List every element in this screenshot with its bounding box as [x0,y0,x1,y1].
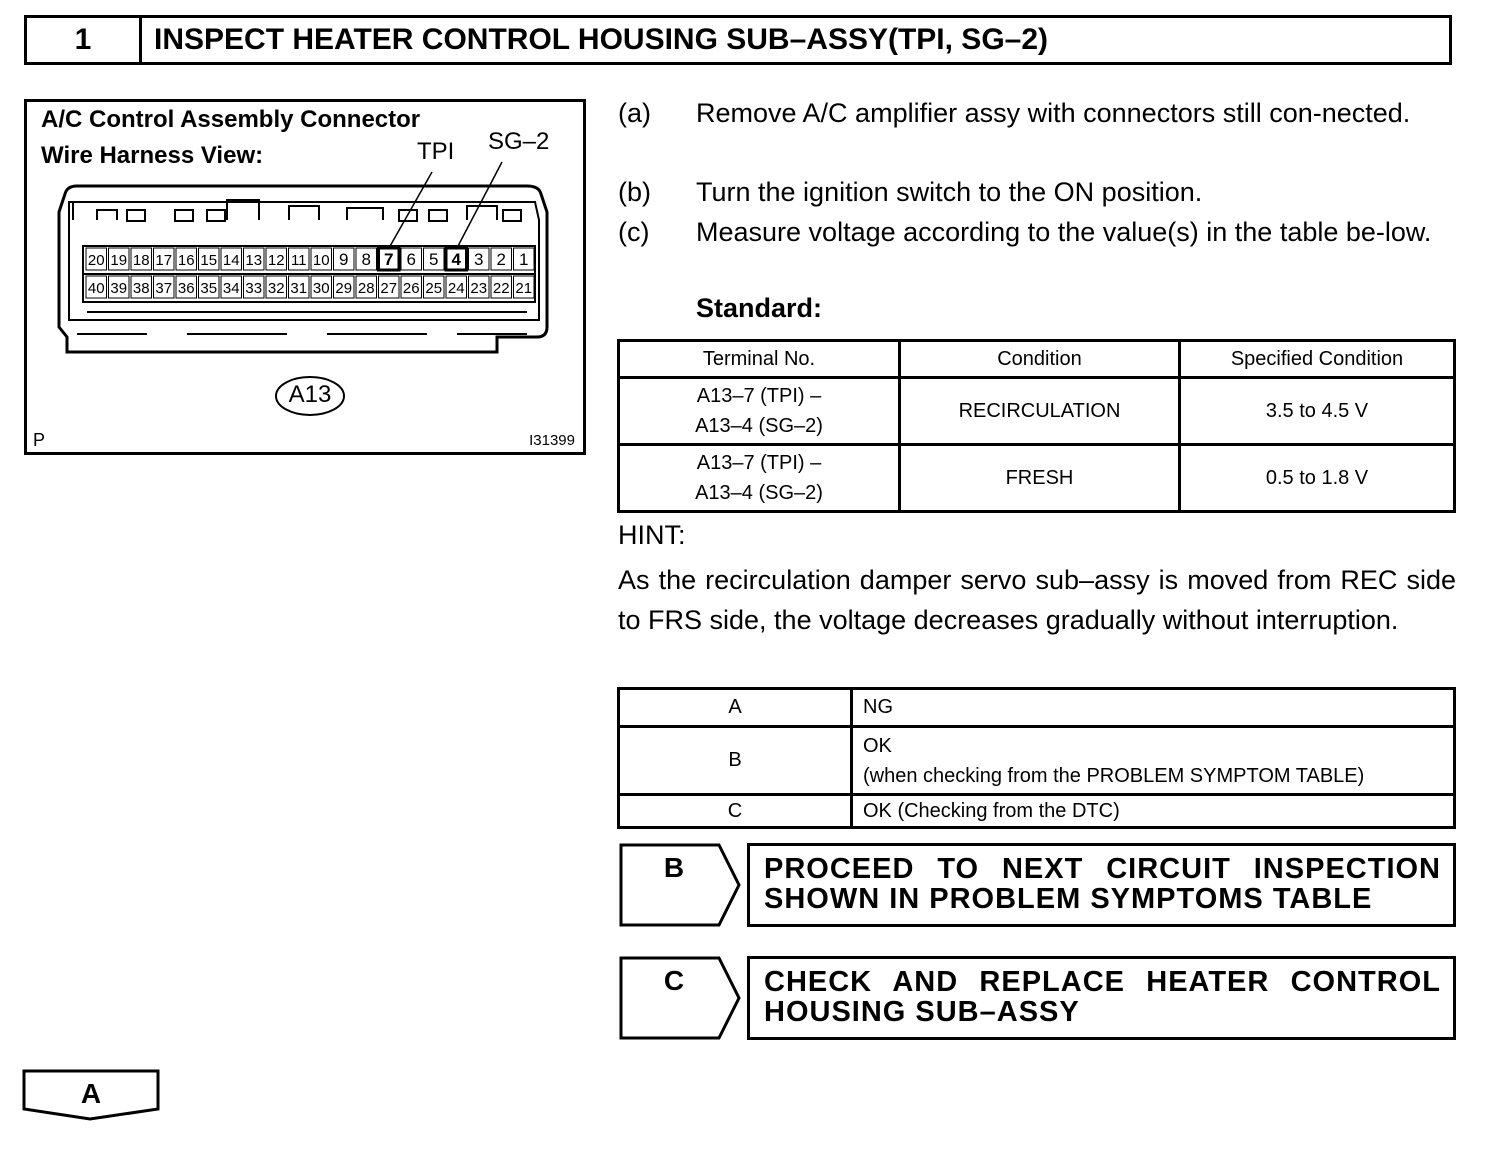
tpi-label: TPI [417,138,455,165]
pin-37: 37 [155,280,173,297]
terminal-line2: A13–4 (SG–2) [695,415,823,437]
pin-26: 26 [402,280,420,297]
pin-17: 17 [155,252,173,269]
sg2-label: SG–2 [488,128,550,155]
step-number: 1 [27,18,142,62]
pin-31: 31 [290,280,308,297]
pin-24: 24 [447,280,465,297]
specified-cell: 3.5 to 4.5 V [1180,378,1455,445]
pin-13: 13 [245,252,263,269]
action-c-code: C [663,965,685,996]
standard-table [617,339,1456,513]
terminal-cell [619,378,900,445]
pin-23: 23 [470,280,488,297]
step-text: Turn the ignition switch to the ON position. [696,177,1203,207]
pin-15: 15 [200,252,218,269]
pin-1: 1 [519,250,529,269]
table-row [619,689,1455,727]
terminal-line2: A13–4 (SG–2) [695,482,823,504]
pin-40: 40 [87,280,105,297]
pin-29: 29 [335,280,353,297]
table-header-row [619,341,1455,378]
pin-28: 28 [357,280,375,297]
pin-row-top [86,248,534,270]
pin-6: 6 [406,250,416,269]
action-c-line2: HOUSING SUB–ASSY [764,996,1080,1028]
pin-4: 4 [451,250,461,269]
result-code: C [619,795,852,828]
hint-label: HINT: [618,520,686,550]
step-letter: (a) [618,98,651,128]
pin-35: 35 [200,280,218,297]
connector-figure [24,99,586,455]
step-title: INSPECT HEATER CONTROL HOUSING SUB–ASSY(TPI, SG–2) [154,23,1049,56]
action-b-code: B [663,852,685,883]
pin-22: 22 [492,280,510,297]
pin-38: 38 [132,280,150,297]
pin-7: 7 [384,250,394,269]
connector-id: A13 [288,381,332,408]
pin-34: 34 [222,280,240,297]
pin-8: 8 [361,250,371,269]
step-text: Remove A/C amplifier assy with connectors still con-nected. [696,98,1411,128]
step-text: Measure voltage according to the value(s) in the table be-low. [696,217,1432,247]
pin-3: 3 [474,250,484,269]
result-code: B [619,727,852,795]
figure-corner-left: P [33,430,46,450]
result-desc-line1: OK [863,734,892,757]
pin-row-bottom [86,276,534,298]
standard-label: Standard: [696,293,823,323]
pin-5: 5 [429,250,439,269]
pin-20: 20 [87,252,105,269]
tpi-leader-line [389,172,432,248]
result-desc: OK (Checking from the DTC) [852,795,1455,828]
terminal-line1: A13–7 (TPI) – [696,385,822,407]
condition-cell: RECIRCULATION [900,378,1180,445]
pin-11: 11 [290,252,307,269]
result-desc [852,727,1455,795]
table-row [619,727,1455,795]
pin-39: 39 [110,280,128,297]
table-row [619,795,1455,828]
terminal-line1: A13–7 (TPI) – [696,452,822,474]
figure-corner-right: I31399 [529,432,575,449]
pin-33: 33 [245,280,263,297]
action-b-box [747,843,1456,927]
action-b-line2: SHOWN IN PROBLEM SYMPTOMS TABLE [764,883,1373,915]
result-table [617,687,1456,829]
pin-32: 32 [267,280,285,297]
specified-cell: 0.5 to 1.8 V [1180,445,1455,512]
result-code: A [619,689,852,727]
header-terminal: Terminal No. [619,341,900,378]
step-letter: (b) [618,177,651,207]
table-row [619,445,1455,512]
table-row [619,378,1455,445]
pin-19: 19 [110,252,128,269]
terminal-cell [619,445,900,512]
pin-36: 36 [177,280,195,297]
step-letter: (c) [618,217,650,247]
condition-cell: FRESH [900,445,1180,512]
header-condition: Condition [900,341,1180,378]
figure-title-line1: A/C Control Assembly Connector [41,106,421,133]
pin-14: 14 [222,252,240,269]
action-b-line1: PROCEED TO NEXT CIRCUIT INSPECTION [764,853,1441,885]
pin-30: 30 [312,280,330,297]
pin-12: 12 [267,252,285,269]
pin-18: 18 [132,252,150,269]
hint-text: As the recirculation damper servo sub–assy is moved from REC side to FRS side, the voltage decreases gradually without interruption. [618,565,1456,635]
next-step-label: A [80,1078,102,1109]
result-desc-line2: (when checking from the PROBLEM SYMPTOM TABLE) [863,764,1365,787]
pin-10: 10 [312,252,330,269]
pin-16: 16 [177,252,195,269]
header-specified: Specified Condition [1180,341,1455,378]
figure-title-line2: Wire Harness View: [41,142,264,169]
result-desc: NG [852,689,1455,727]
action-c-box [747,956,1456,1040]
pin-9: 9 [339,250,349,269]
step-header [24,15,1452,65]
pin-2: 2 [496,250,506,269]
action-c-line1: CHECK AND REPLACE HEATER CONTROL [764,966,1441,998]
pin-25: 25 [425,280,443,297]
pin-21: 21 [515,280,533,297]
pin-27: 27 [380,280,398,297]
